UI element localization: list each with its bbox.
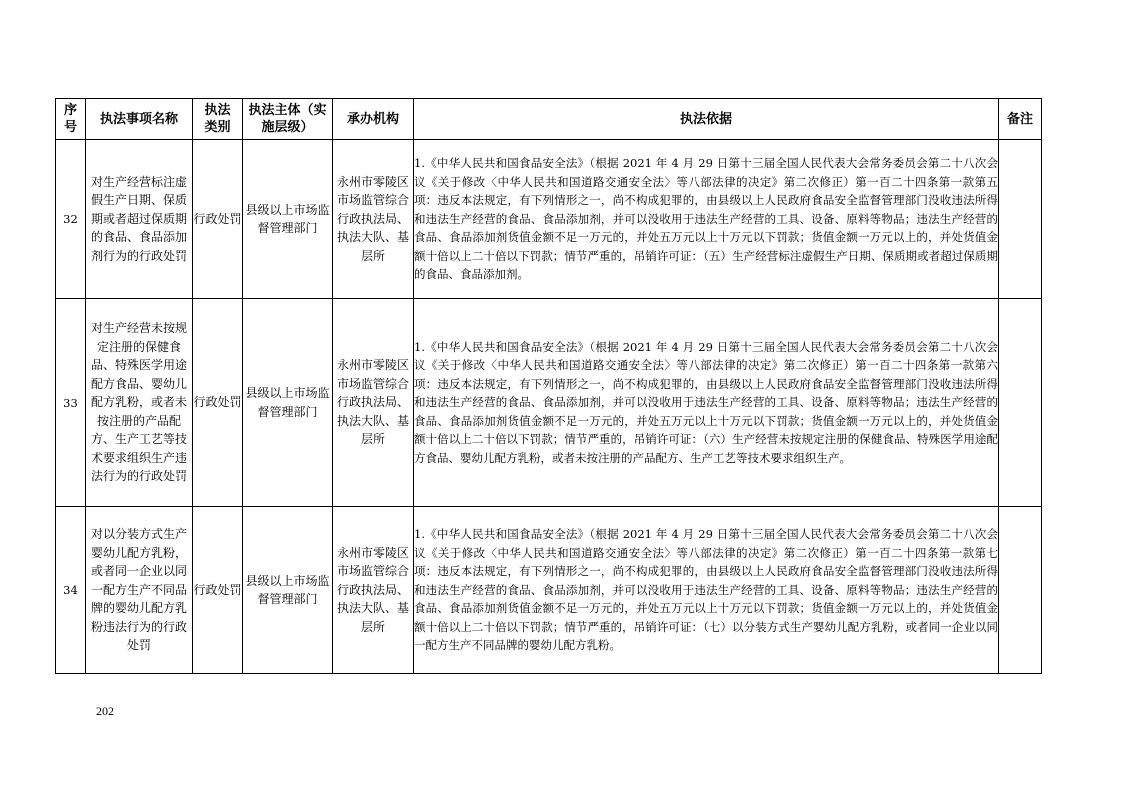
row-category: 行政处罚 [193, 507, 243, 674]
header-agency: 承办机构 [333, 99, 414, 140]
row-item-name: 对生产经营标注虚假生产日期、保质期或者超过保质期的食品、食品添加剂行为的行政处罚 [86, 140, 193, 299]
table-row [56, 507, 1042, 674]
row-basis: 1.《中华人民共和国食品安全法》（根据 2021 年 4 月 29 日第十三届全国人民代表大会常务委员会第二十八次会议《关于修改〈中华人民共和国道路交通安全法〉等八部法律的决定》第二次修正）第一百二十四条第一款第五项：违反本法规定，有下列情形之一，尚不构成犯罪的，由县级以上人民政府食品安全监督管理部门没收违法所得和违法生产经营的食品、食品添加剂，并可以没收用于违法生产经营的工具、设备、原料等物品；违法生产经营的食品、食品添加剂货值金额不足一万元的，并处五万元以上十万元以下罚款；货值金额一万元以上的，并处货值金额十倍以上二十倍以下罚款；情节严重的，吊销许可证：（五）生产经营标注虚假生产日期、保质期或者超过保质期的食品、食品添加剂。 [414, 140, 999, 299]
page-number: 202 [96, 704, 114, 718]
table-row [56, 140, 1042, 299]
row-agency: 永州市零陵区市场监管综合行政执法局、执法大队、基层所 [333, 507, 414, 674]
row-subject: 县级以上市场监督管理部门 [243, 299, 333, 507]
enforcement-items-table [55, 98, 1042, 674]
row-subject: 县级以上市场监督管理部门 [243, 140, 333, 299]
header-subject: 执法主体（实施层级） [243, 99, 333, 140]
row-basis: 1.《中华人民共和国食品安全法》（根据 2021 年 4 月 29 日第十三届全国人民代表大会常务委员会第二十八次会议《关于修改〈中华人民共和国道路交通安全法〉等八部法律的决定》第二次修正）第一百二十四条第一款第六项：违反本法规定，有下列情形之一，尚不构成犯罪的，由县级以上人民政府食品安全监督管理部门没收违法所得和违法生产经营的食品、食品添加剂，并可以没收用于违法生产经营的工具、设备、原料等物品；违法生产经营的食品、食品添加剂货值金额不足一万元的，并处五万元以上十万元以下罚款；货值金额一万元以上的，并处货值金额十倍以上二十倍以下罚款；情节严重的，吊销许可证：（六）生产经营未按规定注册的保健食品、特殊医学用途配方食品、婴幼儿配方乳粉，或者未按注册的产品配方、生产工艺等技术要求组织生产。 [414, 299, 999, 507]
row-category: 行政处罚 [193, 140, 243, 299]
row-basis: 1.《中华人民共和国食品安全法》（根据 2021 年 4 月 29 日第十三届全国人民代表大会常务委员会第二十八次会议《关于修改〈中华人民共和国道路交通安全法〉等八部法律的决定》第二次修正）第一百二十四条第一款第七项：违反本法规定，有下列情形之一，尚不构成犯罪的，由县级以上人民政府食品安全监督管理部门没收违法所得和违法生产经营的食品、食品添加剂，并可以没收用于违法生产经营的工具、设备、原料等物品；违法生产经营的食品、食品添加剂货值金额不足一万元的，并处五万元以上十万元以下罚款；货值金额一万元以上的，并处货值金额十倍以上二十倍以下罚款；情节严重的，吊销许可证：（七）以分装方式生产婴幼儿配方乳粉，或者同一企业以同一配方生产不同品牌的婴幼儿配方乳粉。 [414, 507, 999, 674]
row-seq: 34 [56, 507, 86, 674]
row-category: 行政处罚 [193, 299, 243, 507]
header-basis: 执法依据 [414, 99, 999, 140]
header-seq: 序号 [56, 99, 86, 140]
row-item-name: 对生产经营未按规定注册的保健食品、特殊医学用途配方食品、婴幼儿配方乳粉，或者未按注册的产品配方、生产工艺等技术要求组织生产违法行为的行政处罚 [86, 299, 193, 507]
row-seq: 33 [56, 299, 86, 507]
header-remarks: 备注 [999, 99, 1042, 140]
row-seq: 32 [56, 140, 86, 299]
row-remarks [999, 507, 1042, 674]
header-category: 执法类别 [193, 99, 243, 140]
row-agency: 永州市零陵区市场监管综合行政执法局、执法大队、基层所 [333, 299, 414, 507]
header-item-name: 执法事项名称 [86, 99, 193, 140]
row-remarks [999, 299, 1042, 507]
row-item-name: 对以分装方式生产婴幼儿配方乳粉，或者同一企业以同一配方生产不同品牌的婴幼儿配方乳粉违法行为的行政处罚 [86, 507, 193, 674]
row-agency: 永州市零陵区市场监管综合行政执法局、执法大队、基层所 [333, 140, 414, 299]
table-header-row [56, 99, 1042, 140]
row-remarks [999, 140, 1042, 299]
table-row [56, 299, 1042, 507]
row-subject: 县级以上市场监督管理部门 [243, 507, 333, 674]
